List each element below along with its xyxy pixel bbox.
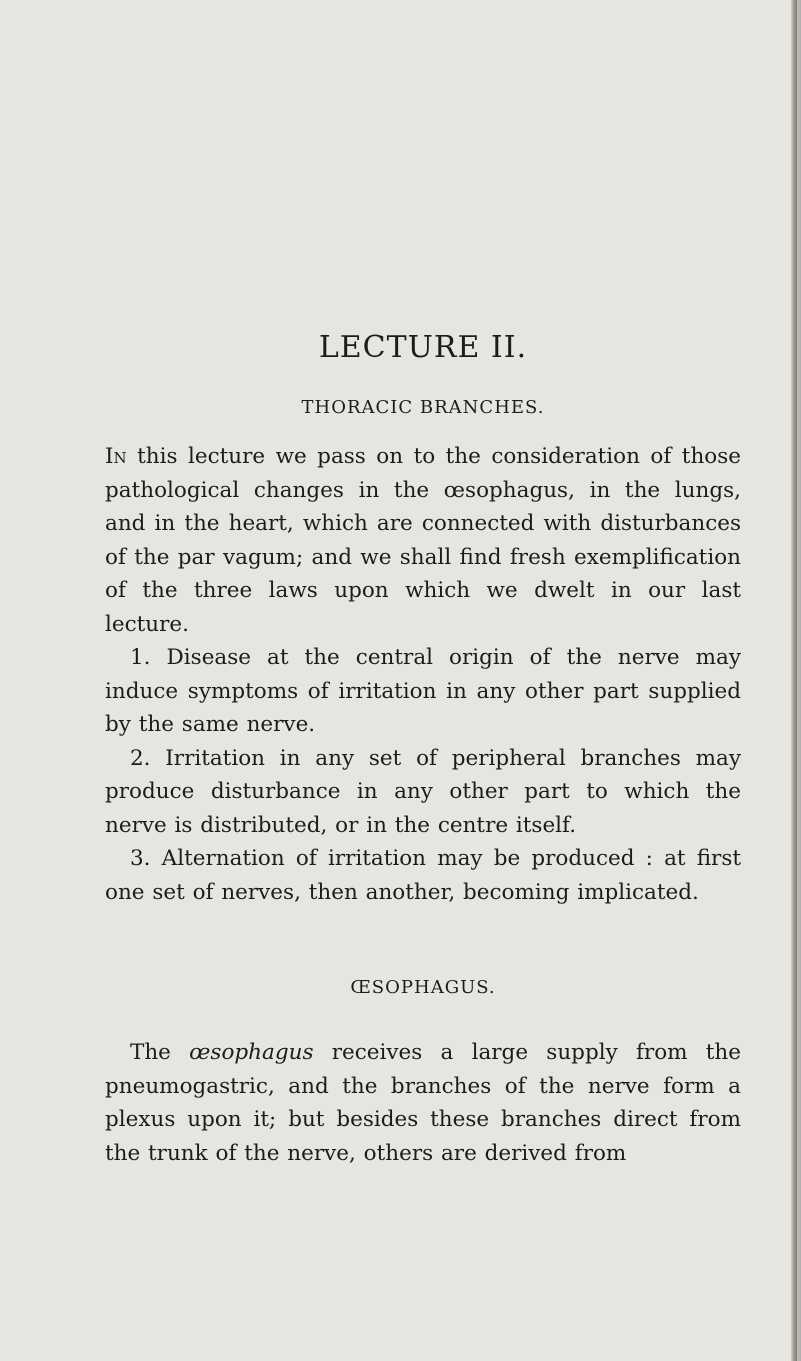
intro-text: this lecture we pass on to the consideration of those pathological changes in the œsophagus, in the lungs, and in the heart, which are connected with disturbances of the par vagum; and we shall find fresh exemplification of the three laws upon which we dwelt in our last lecture. <box>105 444 741 637</box>
intro-paragraph <box>105 440 741 641</box>
lecture-title: LECTURE II. <box>318 330 528 365</box>
oesophagus-text: receives a large supply from the pneumogastric, and the branches of the nerve form a plexus upon it; but besides these branches direct from the trunk of the nerve, others are derived from <box>105 1040 741 1166</box>
section-heading-thoracic-branches: THORACIC BRANCHES. <box>301 397 545 418</box>
oesophagus-italic-term: œsophagus <box>189 1040 314 1065</box>
page-content <box>105 330 741 1170</box>
law-2-paragraph: 2. Irritation in any set of peripheral branches may produce disturbance in any other part to which the nerve is distributed, or in the centre itself. <box>105 745 741 838</box>
intro-dropcap: In <box>105 444 127 469</box>
law-3-paragraph: 3. Alternation of irritation may be produced : at first one set of nerves, then another, becoming implicated. <box>105 846 741 905</box>
page-edge <box>791 0 801 1361</box>
oesophagus-paragraph <box>105 1036 741 1170</box>
law-1-paragraph: 1. Disease at the central origin of the nerve may induce symptoms of irritation in any other part supplied by the same nerve. <box>105 645 741 737</box>
section-heading-oesophagus: ŒSOPHAGUS. <box>350 977 496 998</box>
oesophagus-lead: The <box>130 1040 190 1065</box>
